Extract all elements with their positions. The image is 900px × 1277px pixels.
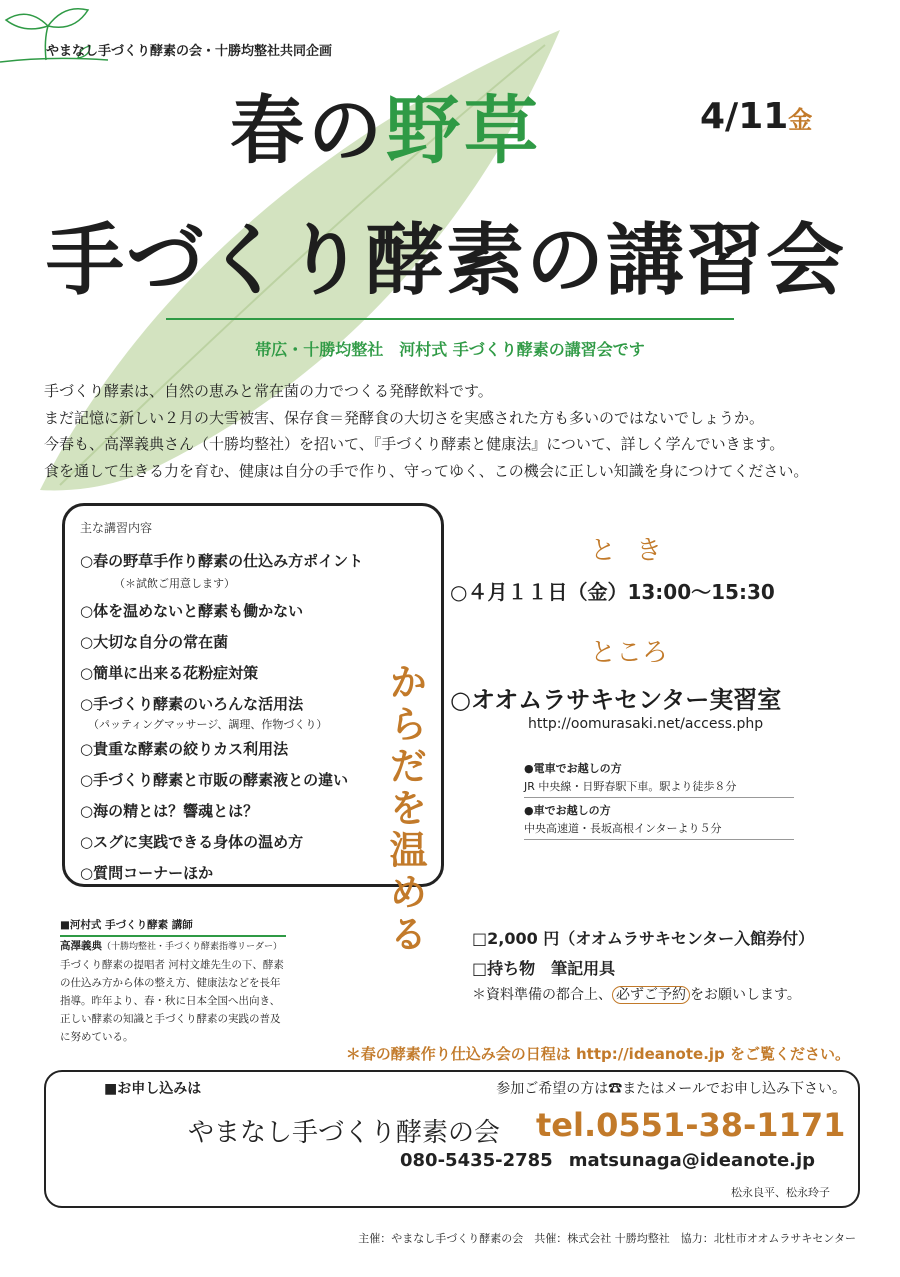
lecturer-heading: ■河村式 手づくり酵素 講師 xyxy=(60,916,286,937)
fee-text: □2,000 円（オオムラサキセンター入館券付） xyxy=(472,929,815,948)
list-item-text: ○貴重な酵素の絞りカス利用法 xyxy=(80,740,289,758)
schedule-notice: ＊春の酵素作り仕込み会の日程は http://ideanote.jp をご覧ください。 xyxy=(345,1045,850,1063)
list-item-text: ○手づくり酵素と市販の酵素液との違い xyxy=(80,771,349,789)
list-item-text: ○スグに実践できる身体の温め方 xyxy=(80,833,304,851)
intro-line: まだ記憶に新しい２月の大雪被害、保存食＝発酵食の大切さを実感された方も多いのではないでしょうか。 xyxy=(44,408,765,427)
event-datetime: ○４月１１日（金）13:00〜15:30 xyxy=(450,580,775,604)
list-item-text: ○春の野草手作り酵素の仕込み方ポイント xyxy=(80,552,364,570)
bring-text: □持ち物 筆記用具 xyxy=(472,959,616,978)
email-address[interactable]: matsunaga@ideanote.jp xyxy=(568,1150,816,1171)
lecturer-name-line xyxy=(60,937,286,956)
event-date xyxy=(700,96,812,137)
list-item xyxy=(80,550,440,591)
application-label: ■お申し込みは xyxy=(104,1081,202,1097)
event-date-number: 4/11 xyxy=(700,96,789,137)
intro-line: 食を通して生きる力を育む、健康は自分の手で作り、守ってゆく、この機会に正しい知識を身につけてください。 xyxy=(44,461,809,480)
title-divider xyxy=(166,318,734,320)
list-item-text: ○体を温めないと酵素も働かない xyxy=(80,602,304,620)
applicant-org: やまなし手づくり酵素の会 xyxy=(188,1118,501,1148)
access-detail: JR 中央線・日野春駅下車。駅より徒歩８分 xyxy=(524,776,794,798)
intro-line: 手づくり酵素は、自然の恵みと常在菌の力でつくる発酵飲料です。 xyxy=(44,382,493,400)
phone-number[interactable]: tel.0551-38-1171 xyxy=(536,1106,846,1144)
list-item-text: ○簡単に出来る花粉症対策 xyxy=(80,664,259,682)
fee-info xyxy=(472,924,814,984)
subtitle: 帯広・十勝均整社 河村式 手づくり酵素の講習会です xyxy=(255,340,645,359)
list-item-text: ○手づくり酵素のいろんな活用法 xyxy=(80,695,304,713)
list-item-note: （パッティングマッサージ、調理、作物づくり） xyxy=(88,718,328,731)
contact-line xyxy=(400,1150,815,1171)
reservation-required: 必ずご予約 xyxy=(612,986,690,1004)
vertical-slogan: からだを温める xyxy=(383,662,428,956)
intro-paragraph xyxy=(44,378,874,484)
title-part-2: 野草 xyxy=(386,88,542,174)
application-hint: 参加ご希望の方は☎またはメールでお申し込み下さい。 xyxy=(496,1081,846,1097)
mobile-number[interactable]: 080-5435-2785 xyxy=(400,1150,553,1171)
list-item-text: ○質問コーナーほか xyxy=(80,864,214,882)
access-url[interactable]: http://oomurasaki.net/access.php xyxy=(528,716,764,732)
reservation-note xyxy=(472,984,801,1004)
reservation-note-before: ＊資料準備の都合上、 xyxy=(472,987,612,1003)
event-weekday: 金 xyxy=(788,106,813,134)
list-item-text: ○海の精とは？響魂とは？ xyxy=(80,802,259,820)
access-heading: ●車でお越しの方 xyxy=(524,804,611,817)
lecturer-name: 高澤義典 xyxy=(60,940,102,952)
list-item-note: （＊試飲ご用意します） xyxy=(114,577,235,590)
access-info xyxy=(524,760,794,844)
where-label: ところ xyxy=(590,638,669,668)
reservation-note-after: をお願いします。 xyxy=(690,987,801,1003)
lecturer-role: （十勝均整社・手づくり酵素指導リーダー） xyxy=(102,942,283,952)
content-heading: 主な講習内容 xyxy=(80,521,153,535)
title-line-2: 手づくり酵素の講習会 xyxy=(46,215,847,306)
contact-people: 松永良平、松永玲子 xyxy=(731,1186,830,1199)
lecturer-bio: 手づくり酵素の提唱者 河村文雄先生の下、酵素の仕込み方から体の整え方、健康法などを長年指導。昨年より、春・秋に日本全国へ出向き、正しい酵素の知識と手づくり酵素の実践の普及に努めている。 xyxy=(60,959,284,1043)
access-heading: ●電車でお越しの方 xyxy=(524,762,622,775)
intro-line: 今春も、高澤義典さん（十勝均整社）を招いて、『手づくり酵素と健康法』について、詳しく学んでいきます。 xyxy=(44,435,785,453)
footer-credits: 主催：やまなし手づくり酵素の会 共催：株式会社 十勝均整社 協力：北杜市オオムラサキセンター xyxy=(358,1232,856,1245)
lecturer-profile xyxy=(60,916,286,1046)
venue-name: ○オオムラサキセンター実習室 xyxy=(450,686,782,714)
access-detail: 中央高速道・長坂高根インターより５分 xyxy=(524,818,794,840)
title-line-1 xyxy=(230,72,542,178)
organizer-line: やまなし手づくり酵素の会・十勝均整社共同企画 xyxy=(46,44,333,59)
list-item-text: ○大切な自分の常在菌 xyxy=(80,633,229,651)
when-label: とき xyxy=(590,536,683,566)
title-part-1: 春の xyxy=(230,88,386,174)
